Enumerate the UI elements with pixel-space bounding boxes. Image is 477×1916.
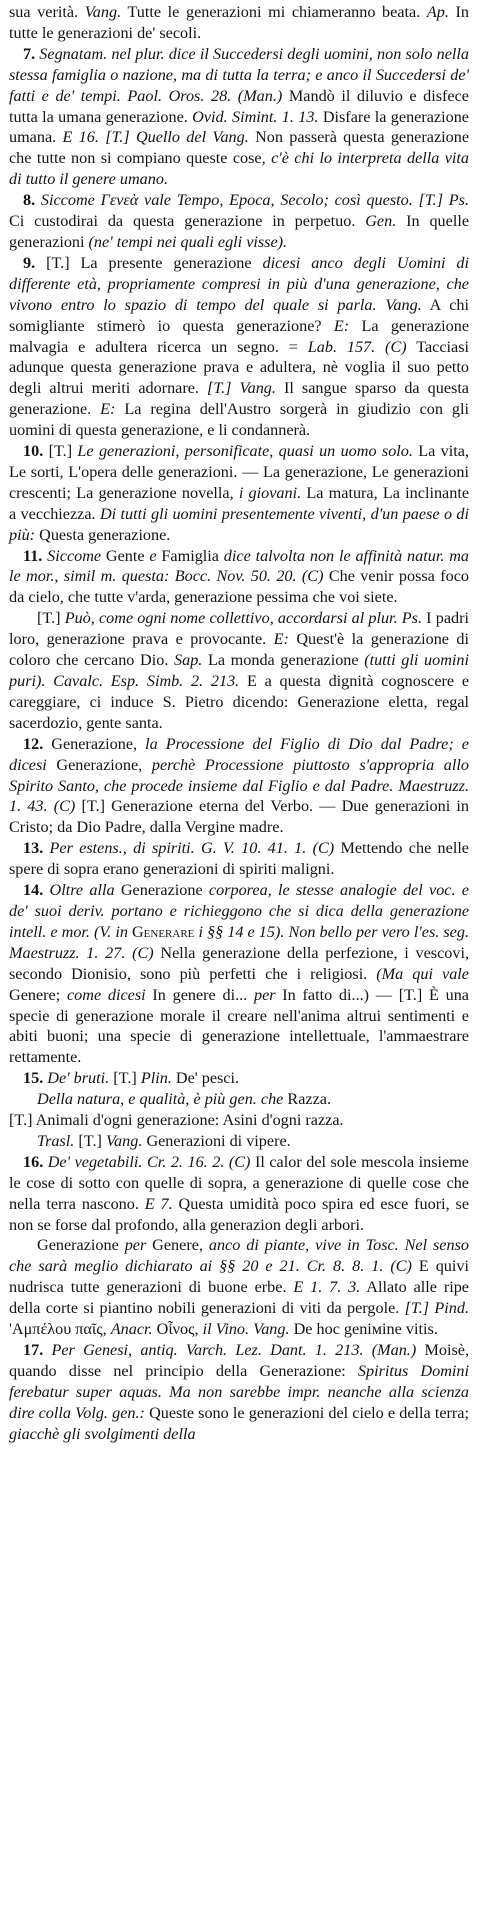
entry-paragraph-p15c [9, 1110, 469, 1131]
entry-text: La vita, Le sorti, L'opera delle generazioni. — La generazione, Le generazioni crescenti; La generazione novella, [9, 442, 469, 502]
entry-number: 10. [23, 442, 44, 461]
entry-text: De hoc geniмine vitis. [289, 1320, 438, 1339]
entry-text: sua verità. [9, 3, 85, 21]
entry-text: E: [273, 630, 289, 649]
entry-text: In tutte le generazioni de' secoli. [9, 3, 469, 42]
entry-text: E a questa dignità cognoscere e careggiare, ci induce S. Pietro dicendo: Generazione eletta, regal sacerdozio, gente santa. [9, 672, 469, 732]
entry-text: Per estens., di spiriti. G. V. 10. 41. 1. (C) [43, 839, 335, 858]
entry-text: (Ma qui vale [376, 964, 469, 983]
entry-text: Generazione, [46, 755, 152, 774]
entry-text: Spiritus Domini ferebatur super aquas. Ma non sarebbe impr. neanche alla scienza dire colla Volg. gen.: [9, 1361, 469, 1422]
entry-text: Mettendo che nelle spere di sopra erano generazioni di spiriti maligni. [9, 839, 469, 879]
entry-text: Sap. [174, 651, 203, 670]
entry-text: Siccome [42, 546, 102, 565]
entry-text: Ci custodirai da questa generazione in perpetuo. [9, 212, 366, 231]
entry-number: 12. [23, 734, 44, 753]
entry-text: i §§ 14 e 15). Non bello per vero l'es. seg. Maestruzz. 1. 27. (C) [9, 922, 469, 962]
entry-text: [T.] [43, 442, 78, 461]
entry-paragraph-p13 [9, 838, 469, 880]
entry-text: dicesi anco degli Uomini di differente età, propriamente compresi in più d'una generazione, che vivono entro lo spazio di tempo del quale si parla. Vang. [9, 253, 469, 314]
entry-text: [T.] [37, 609, 65, 628]
entry-text: (ne' tempi nei quali egli visse). [88, 232, 288, 251]
entry-text: De' pesci. [171, 1069, 240, 1088]
entry-text: Che venir possa foco da cielo, che tutte v'arda, generazione pessima che voi siete. [9, 567, 469, 607]
entry-text: giacchè gli svolgimenti della [9, 1424, 196, 1443]
entry-text: Genere; [9, 985, 67, 1004]
entry-text: dice talvolta non le affinità natur. ma le mor., simil m. questa: Bocc. Nov. 50. 20. (C) [9, 546, 469, 586]
entry-text: In quelle generazioni [9, 212, 470, 251]
entry-text: 'Αμπέλου παῖς, [9, 1320, 111, 1339]
entry-number: 16. [23, 1152, 44, 1171]
entry-text: La matura, La inclinante a vecchiezza. [9, 483, 469, 523]
entry-paragraph-p16 [9, 1152, 469, 1236]
entry-paragraph-p17 [9, 1340, 469, 1445]
entry-text: i giovani. [238, 483, 302, 502]
entry-text: Generazione [114, 881, 209, 900]
entry-text: la Processione del Figlio di Dio dal Padre; e dicesi [9, 734, 469, 774]
entry-paragraph-p8 [9, 190, 469, 253]
entry-text: E: [100, 400, 116, 419]
entry-paragraph-p10 [9, 441, 469, 546]
entry-text: De' vegetabili. Cr. 2. 16. 2. (C) [43, 1152, 251, 1171]
entry-text: Può, come ogni nome collettivo, accordarsi al plur. Ps. [64, 609, 423, 628]
entry-text: [T.] Animali d'ogni generazione: Asini d'ogni razza. [9, 1111, 344, 1130]
entry-number: 14. [23, 881, 44, 900]
entry-text: Tacciasi adunque questa generazione prava e adultera, nè voglia il suo petto degli altrui meriti adornare. [9, 337, 469, 398]
entry-text: De' bruti. [43, 1069, 110, 1088]
entry-text: Genere, [146, 1236, 209, 1255]
entry-text: [T.] Pind. [404, 1299, 469, 1318]
entry-paragraph-p11 [9, 546, 469, 609]
entry-number: 17. [23, 1341, 44, 1359]
entry-text: [T.] Vang. [207, 379, 276, 398]
entry-text: E 1. 7. 3. [293, 1278, 361, 1297]
entry-text: Di tutti gli uomini presentemente viventi, d'un paese o di più: [9, 504, 470, 544]
entry-text: corporea, le stesse analogie del voc. e de' suoi deriv. portano e richieggono che si dica della generazione intell. e mor. (V. in [9, 881, 469, 941]
entry-text: E quivi nudrisca tutte generazioni di buone erbe. [9, 1257, 469, 1297]
entry-paragraph-p14 [9, 880, 469, 1068]
entry-text: Lab. 157. (C) [307, 337, 407, 356]
entry-text: Mandò il diluvio e disfece tutta la umana generazione. [9, 86, 469, 126]
entry-text: Per Genesi, antiq. Varch. Lez. Dant. 1. 213. (Man.) [43, 1341, 417, 1359]
entry-text: Trasl. [37, 1131, 75, 1150]
entry-text: Plin. [140, 1069, 172, 1088]
entry-text: Le generazioni, personificate, quasi un uomo solo. [77, 442, 413, 461]
entry-paragraph-p15 [9, 1068, 469, 1089]
entry-text: La monda generazione [202, 651, 365, 670]
entry-paragraph-p15d [9, 1131, 469, 1152]
entry-number: 15. [23, 1069, 44, 1088]
entry-text: La regina dell'Austro sorgerà in giudizio con gli uomini di questa generazione, e li condannerà. [9, 400, 469, 440]
entry-text: Oltre alla [43, 881, 115, 900]
entry-number: 8. [23, 191, 36, 210]
entry-number: 11. [23, 546, 43, 565]
entry-text: E 7. [144, 1194, 173, 1213]
entry-text: Allato alle ripe della corte si piantino nobili generazioni di viti da pergole. [9, 1278, 469, 1318]
entry-text: Generazioni di vipere. [142, 1131, 291, 1150]
entry-text: Nella generazione della perfezione, i vescovi, secondo Dionisio, sono più perfetti che i religiosi. [9, 943, 469, 983]
entry-text: Queste sono le generazioni del cielo e della terra; [144, 1403, 469, 1422]
entry-text: In genere di... [145, 985, 254, 1004]
entry-text: Vang. [84, 3, 122, 21]
entry-text: Il sangue sparso da questa generazione. [9, 379, 469, 419]
entry-text: Famiglia [156, 546, 224, 565]
entry-text: Ovid. Simint. 1. 13. [192, 107, 319, 126]
entry-text: Οἶνος, [152, 1320, 203, 1339]
entry-text: [T.] [74, 1131, 106, 1150]
entry-text: Non passerà questa generazione che tutte non si compiano queste cose, [9, 128, 469, 168]
entry-text: perchè Processione piuttosto s'appropria allo Spirito Santo, che procede insieme dal Figlio e dal Padre. Maestruzz. 1. 43. (C) [9, 755, 469, 816]
entry-text: il Vino. Vang. [202, 1320, 290, 1339]
entry-text: (tutti gli uomini puri). Cavalc. Esp. Simb. 2. 213. [9, 651, 470, 690]
entry-text: [T.] [109, 1069, 141, 1088]
entry-text: per [124, 1236, 147, 1255]
entry-text: [T.] La presente generazione [35, 253, 263, 272]
entry-text: Razza. [283, 1090, 332, 1109]
entry-text: come dicesi [66, 985, 146, 1004]
entry-text: La generazione malvagia e adultera ricerca un segno. = [9, 316, 470, 356]
entry-number: 13. [23, 839, 44, 858]
entry-text: Generazione [37, 1236, 125, 1255]
entry-text: Questa umidità poco spira ed esce fuori, se non se forse dal profondo, alla generazion degli arbori. [9, 1194, 470, 1234]
entry-text: Quest'è la generazione di coloro che cercano Dio. [9, 630, 470, 670]
entry-text: E 16. [T.] Quello del Vang. [62, 128, 249, 147]
entry-text: Della natura, e qualità, è più gen. che [37, 1090, 284, 1109]
entry-paragraph-p12 [9, 734, 469, 839]
entry-text: Siccome Γενεὰ vale Tempo, Epoca, Secolo; così questo. [T.] Ps. [35, 191, 469, 210]
entry-text: A chi somigliante stimerò io questa generazione? [9, 295, 469, 335]
entry-text: Generazione, [43, 734, 146, 753]
entry-text: [T.] Generazione eterna del Verbo. — Due generazioni in Cristo; da Dio Padre, dalla Vergine madre. [9, 797, 469, 837]
entry-paragraph-p15b [9, 1089, 469, 1110]
entry-text: Moisè, quando disse nel principio della Generazione: [9, 1341, 470, 1380]
entry-paragraph-p9 [9, 253, 469, 441]
entry-text: Gen. [365, 212, 397, 231]
entry-text: anco di piante, vive in Tosc. Nel senso che sarà meglio dichiarato ai §§ 20 e 21. Cr. 8. 8. 1. (C) [9, 1236, 469, 1276]
entry-text: Anacr. [110, 1320, 153, 1339]
entry-number: 7. [23, 44, 36, 63]
entry-text: c'è chi lo interpreta della vita di tutto il genere umano. [9, 149, 470, 189]
entry-text: e [149, 546, 157, 565]
entry-text: Disfare la generazione umana. [9, 107, 469, 147]
entry-text: Questa generazione. [35, 525, 171, 544]
entry-number: 9. [23, 253, 36, 272]
entry-text: Tutte le generazioni mi chiameranno beata. [121, 3, 427, 21]
entry-paragraph-p0 [9, 2, 469, 44]
entry-text: Gente [101, 546, 150, 565]
entry-text: per [253, 985, 276, 1004]
entry-paragraph-p7 [9, 44, 469, 190]
entry-text: Vang. [105, 1131, 143, 1150]
entry-text: Il calor del sole mescola insieme le cose di sotto con quelle di sopra, a generazione di quelle cose che nella terra nascono. [9, 1152, 469, 1213]
entry-text: Ap. [426, 3, 449, 21]
entry-text: E: [333, 316, 350, 335]
entry-text: In fatto di...) — [T.] È una specie di generazione morale il creare nell'anima altrui sentimenti e abiti buoni; una specie di generazione intellettuale, l'ammaestrare rettamente. [9, 985, 469, 1067]
entry-text: Segnatam. nel plur. dice il Succedersi degli uomini, non solo nella stessa famiglia o nazione, ma di tutta la terra; e anco il Succedersi de' fatti e de' tempi. Paol. Oros. 28. (Man.) [9, 44, 469, 105]
entry-text: Generare [127, 922, 195, 941]
entry-paragraph-p16b [9, 1235, 469, 1340]
entry-paragraph-p11b [9, 608, 469, 733]
entry-text: I padri loro, generazione prava e provocante. [9, 609, 469, 649]
